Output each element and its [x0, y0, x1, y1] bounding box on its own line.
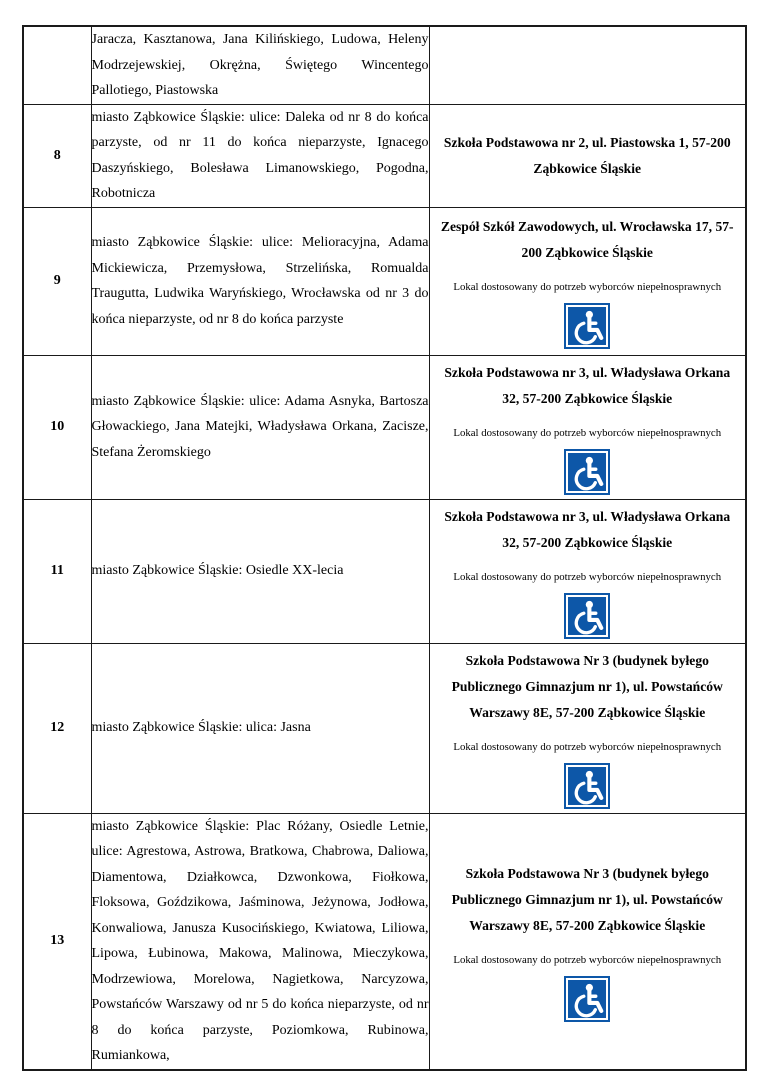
- polling-station-cell: [429, 104, 746, 207]
- wheelchair-glyph: [568, 767, 606, 805]
- wheelchair-glyph: [568, 453, 606, 491]
- district-streets: Jaracza, Kasztanowa, Jana Kilińskiego, Ludowa, Heleny Modrzejewskiej, Okrężna, Świętego Wincentego Pallotiego, Piastowska: [91, 26, 429, 104]
- district-number: 9: [23, 207, 91, 355]
- wheelchair-icon: [564, 763, 610, 809]
- district-number: 13: [23, 813, 91, 1070]
- polling-station-content: [430, 500, 746, 643]
- electoral-districts-table: [22, 25, 747, 1071]
- district-number: [23, 26, 91, 104]
- accessibility-note: Lokal dostosowany do potrzeb wyborców niepełnosprawnych: [453, 280, 722, 293]
- wheelchair-icon: [564, 976, 610, 1022]
- polling-station-cell: [429, 26, 746, 104]
- district-number: 10: [23, 355, 91, 499]
- district-streets: miasto Ząbkowice Śląskie: ulice: Melioracyjna, Adama Mickiewicza, Przemysłowa, Strzelińska, Romualda Traugutta, Ludwika Waryńskiego, Wrocławska od nr 3 do końca nieparzyste, od nr 8 do końca parzyste: [91, 207, 429, 355]
- table-row: [23, 643, 746, 813]
- district-streets: miasto Ząbkowice Śląskie: ulice: Daleka od nr 8 do końca parzyste, od nr 11 do końca nieparzyste, Ignacego Daszyńskiego, Bolesława Limanowskiego, Pogodna, Robotnicza: [91, 104, 429, 207]
- polling-station-content: [430, 356, 746, 499]
- table-row: [23, 26, 746, 104]
- polling-station-cell: [429, 813, 746, 1070]
- district-number: 8: [23, 104, 91, 207]
- polling-station-name: Szkoła Podstawowa Nr 3 (budynek byłego Publicznego Gimnazjum nr 1), ul. Powstańców Warszawy 8E, 57-200 Ząbkowice Śląskie: [451, 652, 723, 720]
- polling-station-content: [430, 857, 746, 1026]
- district-streets: miasto Ząbkowice Śląskie: ulica: Jasna: [91, 643, 429, 813]
- accessibility-note: Lokal dostosowany do potrzeb wyborców niepełnosprawnych: [453, 953, 722, 966]
- polling-station-name: Szkoła Podstawowa nr 2, ul. Piastowska 1, 57-200 Ząbkowice Śląskie: [443, 134, 731, 176]
- wheelchair-glyph: [568, 307, 606, 345]
- district-number: 11: [23, 499, 91, 643]
- polling-station-name: Zespół Szkół Zawodowych, ul. Wrocławska 17, 57-200 Ząbkowice Śląskie: [440, 218, 734, 260]
- wheelchair-icon: [564, 449, 610, 495]
- table-row: [23, 355, 746, 499]
- polling-station-content: [430, 126, 746, 186]
- wheelchair-icon: [564, 303, 610, 349]
- polling-station-content: [430, 644, 746, 813]
- table-row: [23, 813, 746, 1070]
- table-row: [23, 207, 746, 355]
- polling-station-content: [430, 61, 746, 69]
- polling-station-name: Szkoła Podstawowa nr 3, ul. Władysława Orkana 32, 57-200 Ząbkowice Śląskie: [444, 508, 731, 550]
- polling-station-cell: [429, 355, 746, 499]
- table-row: [23, 499, 746, 643]
- wheelchair-glyph: [568, 980, 606, 1018]
- polling-station-name: Szkoła Podstawowa nr 3, ul. Władysława Orkana 32, 57-200 Ząbkowice Śląskie: [444, 364, 731, 406]
- table-row: [23, 104, 746, 207]
- district-streets: miasto Ząbkowice Śląskie: Osiedle XX-lecia: [91, 499, 429, 643]
- wheelchair-glyph: [568, 597, 606, 635]
- polling-station-cell: [429, 499, 746, 643]
- accessibility-note: Lokal dostosowany do potrzeb wyborców niepełnosprawnych: [453, 740, 722, 753]
- district-streets: miasto Ząbkowice Śląskie: Plac Różany, Osiedle Letnie, ulice: Agrestowa, Astrowa, Bratkowa, Chabrowa, Daliowa, Diamentowa, Działkowca, Dzwonkowa, Fiołkowa, Floksowa, Goździkowa, Jaśminowa, Jeżynowa, Jodłowa, Konwaliowa, Janusza Kusocińskiego, Kwiatowa, Liliowa, Lipowa, Łubinowa, Makowa, Malinowa, Mieczykowa, Modrzewiowa, Morelowa, Nagietkowa, Narcyzowa, Powstańców Warszawy od nr 5 do końca nieparzyste, od nr 8 do końca parzyste, Poziomkowa, Rubinowa, Rumiankowa,: [91, 813, 429, 1070]
- polling-station-cell: [429, 207, 746, 355]
- wheelchair-icon: [564, 593, 610, 639]
- district-number: 12: [23, 643, 91, 813]
- polling-station-cell: [429, 643, 746, 813]
- accessibility-note: Lokal dostosowany do potrzeb wyborców niepełnosprawnych: [453, 570, 722, 583]
- polling-station-name: Szkoła Podstawowa Nr 3 (budynek byłego Publicznego Gimnazjum nr 1), ul. Powstańców Warszawy 8E, 57-200 Ząbkowice Śląskie: [451, 865, 723, 933]
- polling-station-content: [430, 210, 746, 353]
- district-streets: miasto Ząbkowice Śląskie: ulice: Adama Asnyka, Bartosza Głowackiego, Jana Matejki, Władysława Orkana, Zacisze, Stefana Żeromskiego: [91, 355, 429, 499]
- accessibility-note: Lokal dostosowany do potrzeb wyborców niepełnosprawnych: [453, 426, 722, 439]
